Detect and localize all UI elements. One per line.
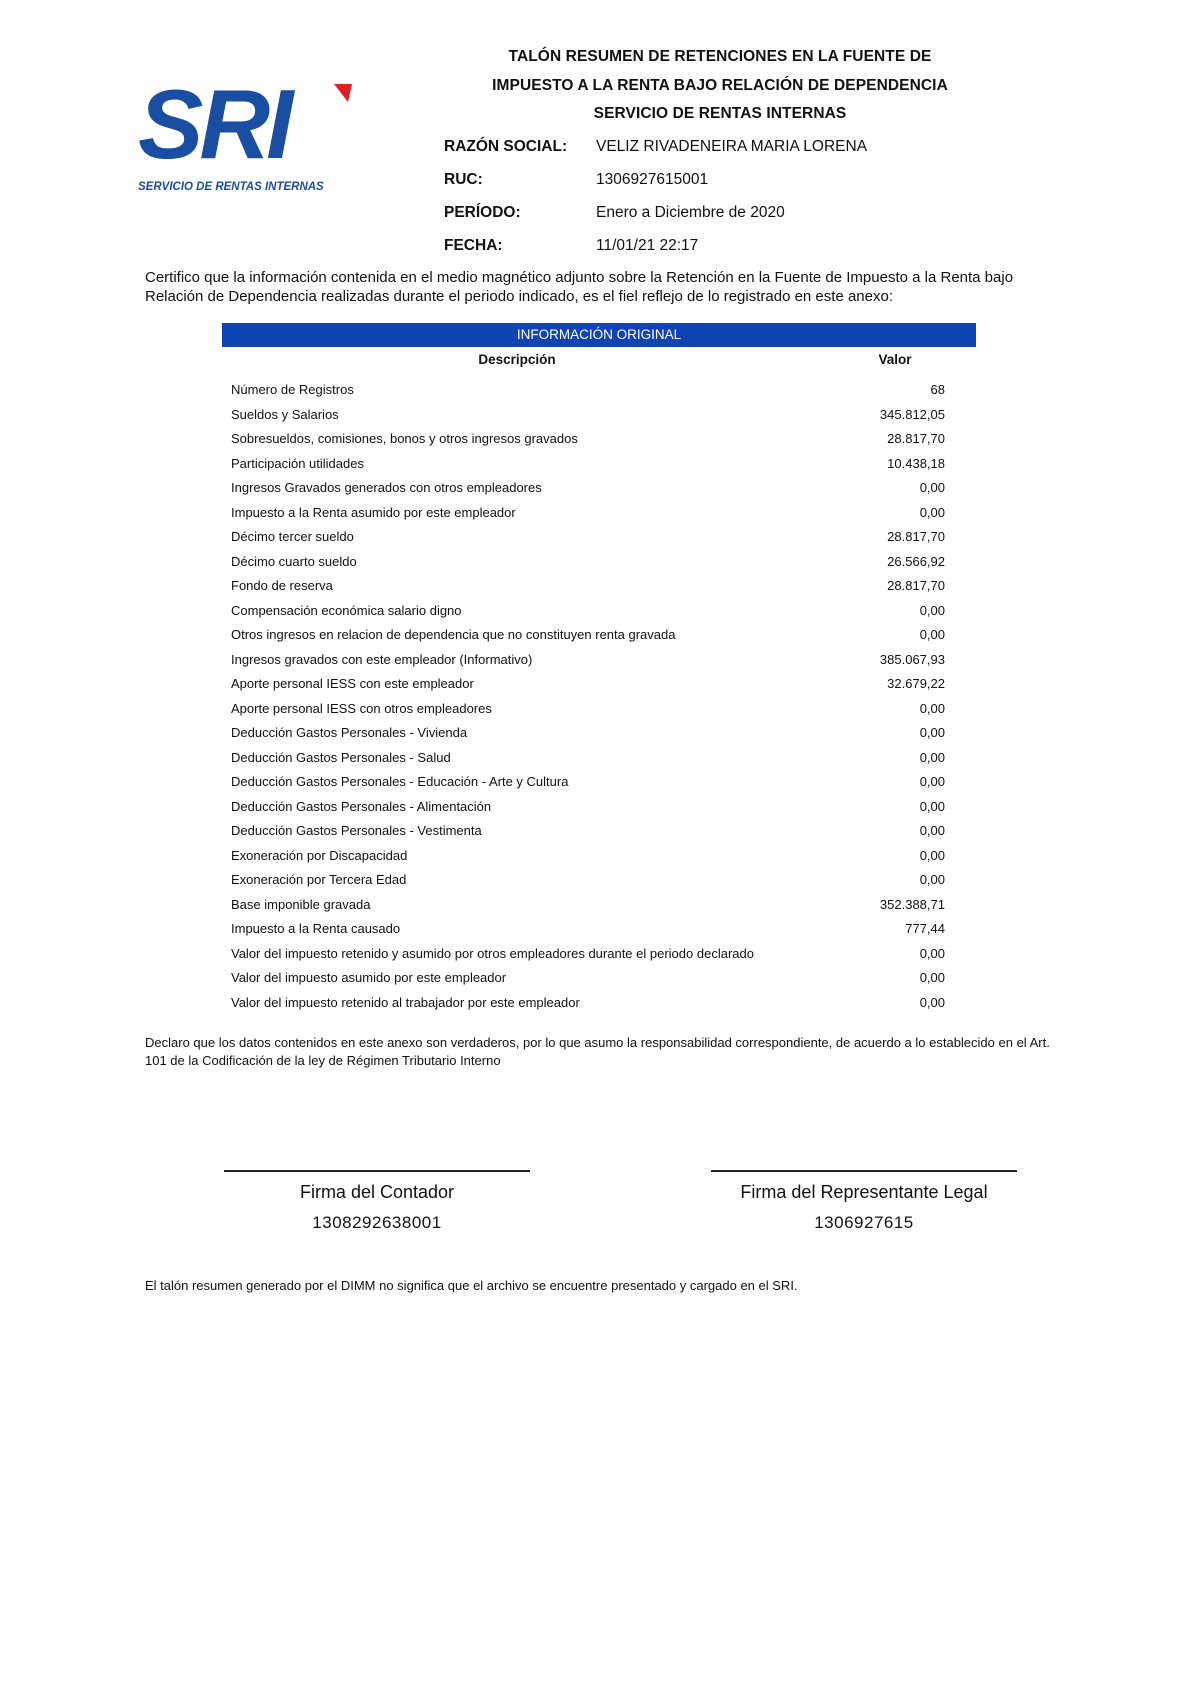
row-description: Otros ingresos en relacion de dependencia que no constituyen renta gravada: [231, 627, 676, 642]
row-value: 0,00: [919, 749, 945, 765]
row-value: 0,00: [919, 798, 945, 814]
column-header-valor: Valor: [878, 352, 912, 367]
table-row: [231, 893, 945, 918]
table-row: [231, 844, 945, 869]
row-value: 0,00: [919, 970, 945, 985]
table-row: [231, 697, 945, 722]
table-row: [231, 795, 945, 820]
signature-id-contador: 1308292638001: [312, 1213, 442, 1232]
row-description: Décimo tercer sueldo: [231, 529, 354, 544]
row-value: 0,00: [919, 823, 945, 838]
document-title-line-2: IMPUESTO A LA RENTA BAJO RELACIÓN DE DEPENDENCIA: [492, 77, 948, 94]
row-description: Deducción Gastos Personales - Alimentación: [231, 798, 492, 814]
row-value: 10.438,18: [887, 455, 945, 471]
row-description: Valor del impuesto asumido por este empleador: [231, 970, 507, 985]
row-description: Impuesto a la Renta asumido por este empleador: [231, 504, 516, 520]
ruc-value: 1306927615001: [596, 171, 709, 188]
row-description: Ingresos Gravados generados con otros empleadores: [231, 480, 542, 495]
row-value: 28.817,70: [887, 529, 945, 544]
signature-label-contador: Firma del Contador: [299, 1182, 455, 1202]
logo-wordmark: SRI: [138, 78, 290, 179]
periodo-value: Enero a Diciembre de 2020: [596, 204, 785, 221]
table-row: [231, 476, 945, 501]
document-title-line-3: SERVICIO DE RENTAS INTERNAS: [593, 105, 847, 122]
table-row: [231, 917, 945, 942]
row-description: Sobresueldos, comisiones, bonos y otros ingresos gravados: [231, 431, 578, 446]
ruc-label: RUC:: [444, 171, 483, 188]
table-row: [231, 746, 945, 771]
row-description: Participación utilidades: [231, 455, 364, 471]
logo-tagline: SERVICIO DE RENTAS INTERNAS: [138, 181, 324, 193]
row-value: 0,00: [919, 627, 945, 642]
row-description: Fondo de reserva: [231, 578, 333, 593]
table-row: [231, 623, 945, 648]
table-section-header: INFORMACIÓN ORIGINAL: [222, 323, 976, 347]
row-description: Aporte personal IESS con este empleador: [231, 676, 474, 691]
table-row: [231, 452, 945, 477]
table-row: [231, 525, 945, 550]
row-value: 352.388,71: [879, 896, 945, 912]
table-row: [231, 648, 945, 673]
table-row: [231, 819, 945, 844]
declaration-text: Declaro que los datos contenidos en este anexo son verdaderos, por lo que asumo la responsabilidad correspondiente, de acuerdo a lo establecido en el Art. 101 de la Codificación de la ley de Régimen Tributario Interno: [145, 1035, 1050, 1068]
row-description: Aporte personal IESS con otros empleadores: [231, 700, 492, 716]
row-description: Ingresos gravados con este empleador (Informativo): [231, 651, 533, 667]
table-row: [231, 966, 945, 991]
row-description: Valor del impuesto retenido al trabajador por este empleador: [231, 994, 580, 1010]
row-value: 0,00: [919, 774, 945, 789]
fecha-label: FECHA:: [444, 237, 503, 254]
retention-table-body: [231, 378, 945, 1015]
column-header-descripcion: Descripción: [478, 352, 556, 367]
row-value: 0,00: [919, 480, 945, 495]
table-row: [231, 427, 945, 452]
row-value: 26.566,92: [887, 553, 945, 569]
table-row: [231, 501, 945, 526]
signature-label-representante: Firma del Representante Legal: [740, 1182, 988, 1202]
table-row: [231, 599, 945, 624]
signature-line-representante: [711, 1170, 1017, 1172]
periodo-label: PERÍODO:: [444, 204, 521, 221]
table-row: [231, 868, 945, 893]
table-row: [231, 721, 945, 746]
row-value: 0,00: [919, 602, 945, 618]
table-row: [231, 770, 945, 795]
footnote-text: El talón resumen generado por el DIMM no significa que el archivo se encuentre presentado y cargado en el SRI.: [145, 1278, 798, 1293]
row-value: 0,00: [919, 847, 945, 863]
row-description: Valor del impuesto retenido y asumido por otros empleadores durante el periodo declarado: [231, 945, 754, 961]
row-description: Deducción Gastos Personales - Salud: [231, 749, 451, 765]
row-value: 777,44: [905, 921, 945, 936]
table-row: [231, 991, 945, 1016]
row-description: Exoneración por Discapacidad: [231, 847, 408, 863]
row-value: 0,00: [919, 945, 945, 961]
row-description: Deducción Gastos Personales - Educación - Arte y Cultura: [231, 774, 569, 789]
document-title-line-1: TALÓN RESUMEN DE RETENCIONES EN LA FUENTE DE: [508, 48, 932, 65]
row-description: Exoneración por Tercera Edad: [231, 872, 407, 887]
table-row: [231, 672, 945, 697]
row-value: 0,00: [919, 725, 945, 740]
row-description: Impuesto a la Renta causado: [231, 921, 401, 936]
row-value: 385.067,93: [879, 651, 945, 667]
row-value: 0,00: [919, 700, 945, 716]
razon-social-label: RAZÓN SOCIAL:: [444, 138, 568, 155]
row-description: Número de Registros: [231, 382, 354, 397]
certification-text: Certifico que la información contenida en el medio magnético adjunto sobre la Retención en la Fuente de Impuesto a la Renta bajo Relación de Dependencia realizadas durante el periodo indicado, es el fiel reflejo de lo registrado en este anexo:: [145, 269, 1014, 305]
razon-social-value: VELIZ RIVADENEIRA MARIA LORENA: [596, 138, 868, 155]
table-row: [231, 378, 945, 403]
logo-red-accent: [334, 84, 352, 102]
row-description: Sueldos y Salarios: [231, 406, 339, 422]
row-value: 28.817,70: [887, 578, 945, 593]
row-description: Compensación económica salario digno: [231, 602, 462, 618]
signature-line-contador: [224, 1170, 530, 1172]
row-value: 0,00: [919, 872, 945, 887]
table-row: [231, 550, 945, 575]
row-value: 345.812,05: [879, 406, 945, 422]
table-row: [231, 403, 945, 428]
row-description: Base imponible gravada: [231, 896, 371, 912]
row-value: 0,00: [919, 504, 945, 520]
table-row: [231, 574, 945, 599]
row-description: Décimo cuarto sueldo: [231, 553, 357, 569]
row-description: Deducción Gastos Personales - Vestimenta: [231, 823, 482, 838]
signature-id-representante: 1306927615: [814, 1213, 914, 1232]
sri-logo: [138, 78, 360, 196]
row-value: 0,00: [919, 994, 945, 1010]
row-value: 32.679,22: [887, 676, 945, 691]
table-row: [231, 942, 945, 967]
fecha-value: 11/01/21 22:17: [596, 237, 699, 254]
row-value: 68: [930, 382, 945, 397]
row-description: Deducción Gastos Personales - Vivienda: [231, 725, 468, 740]
row-value: 28.817,70: [887, 431, 945, 446]
